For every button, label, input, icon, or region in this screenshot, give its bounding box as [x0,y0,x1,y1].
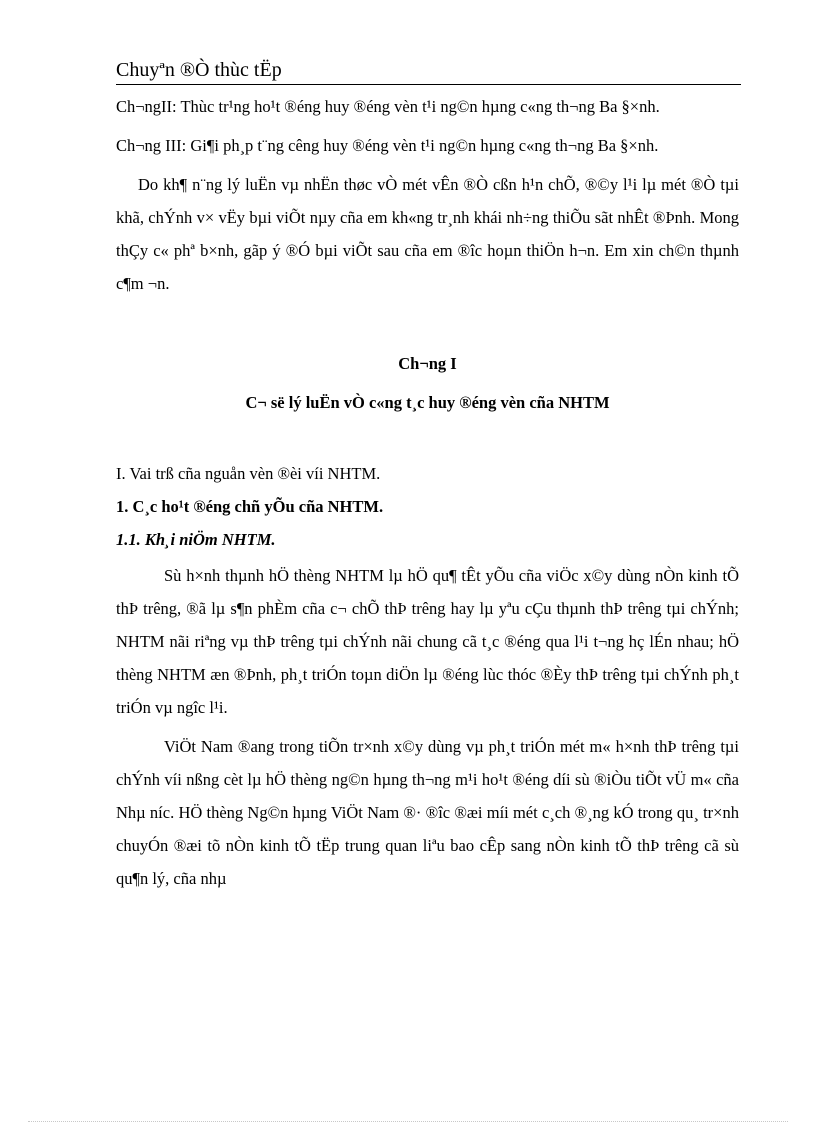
chapter-title: C¬ së lý luËn vÒ c«ng t¸c huy ®éng vèn cña NHTM [245,393,610,412]
page-bottom-border [28,1121,788,1122]
intro-chapter-3-line: Ch¬ng III: Gi¶i ph¸p t¨ng cêng huy ®éng vèn t¹i ng©n hµng c«ng th¬ng Ba §×nh. [116,136,659,155]
section-heading-1: 1. C¸c ho¹t ®éng chñ yÕu cña NHTM. [116,497,384,516]
section-heading-roman: I. Vai trß cña nguån vèn ®èi víi NHTM. [116,464,381,483]
section-heading-1-1: 1.1. Kh¸i niÖm NHTM. [116,530,276,549]
body-paragraph-2: ViÖt Nam ®ang trong tiÕn tr×nh x©y dùng vµ ph¸t triÓn mét m« h×nh thÞ trêng tµi chÝnh víi nßng cèt lµ hÖ thèng ng©n hµng th¬ng m¹i ho¹t ®éng díi sù ®iÒu tiÕt vÜ m« cña Nhµ níc. HÖ thèng Ng©n hµng ViÖt Nam ®· ®îc ®æi míi mét c¸ch ®¸ng kÓ trong qu¸ tr×nh chuyÓn ®æi tõ nÒn kinh tÕ tËp trung quan liªu bao cÊp sang nÒn kinh tÕ thÞ trêng cã sù qu¶n lý, cña nhµ [116,737,739,888]
chapter-number: Ch¬ng I [398,354,457,373]
page-header-title: Chuyªn ®Ò thùc tËp [116,59,282,81]
document-body [116,90,739,895]
body-paragraph-1: Sù h×nh thµnh hÖ thèng NHTM lµ hÖ qu¶ tÊt yÕu cña viÖc x©y dùng nÒn kinh tÕ thÞ trêng, ®ã lµ s¶n phÈm cña c¬ chÕ thÞ trêng hay lµ yªu cÇu thµnh thÞ trêng tµi chÝnh; NHTM nãi riªng vµ thÞ trêng tµi chÝnh nãi chung cã t¸c ®éng qua l¹i t¬ng hç lÉn nhau; hÖ thèng NHTM æn ®Þnh, ph¸t triÓn toµn diÖn lµ ®éng lùc thóc ®Èy thÞ trêng tµi chÝnh ph¸t triÓn vµ ngîc l¹i. [116,566,739,717]
intro-chapter-2-line: Ch¬ngII: Thùc tr¹ng ho¹t ®éng huy ®éng vèn t¹i ng©n hµng c«ng th¬ng Ba §×nh. [116,97,660,116]
header-divider [116,84,741,85]
intro-closing-paragraph: Do kh¶ n¨ng lý luËn vµ nhËn thøc vÒ mét vÊn ®Ò cßn h¹n chÕ, ®©y l¹i lµ mét ®Ò tµi khã, chÝnh v× vËy bµi viÕt nµy cña em kh«ng tr¸nh khái nh÷ng thiÕu sãt nhÊt ®Þnh. Mong thÇy c« phª b×nh, gãp ý ®Ó bµi viÕt sau cña em ®îc hoµn thiÖn h¬n. Em xin ch©n thµnh c¶m ¬n. [116,175,739,293]
